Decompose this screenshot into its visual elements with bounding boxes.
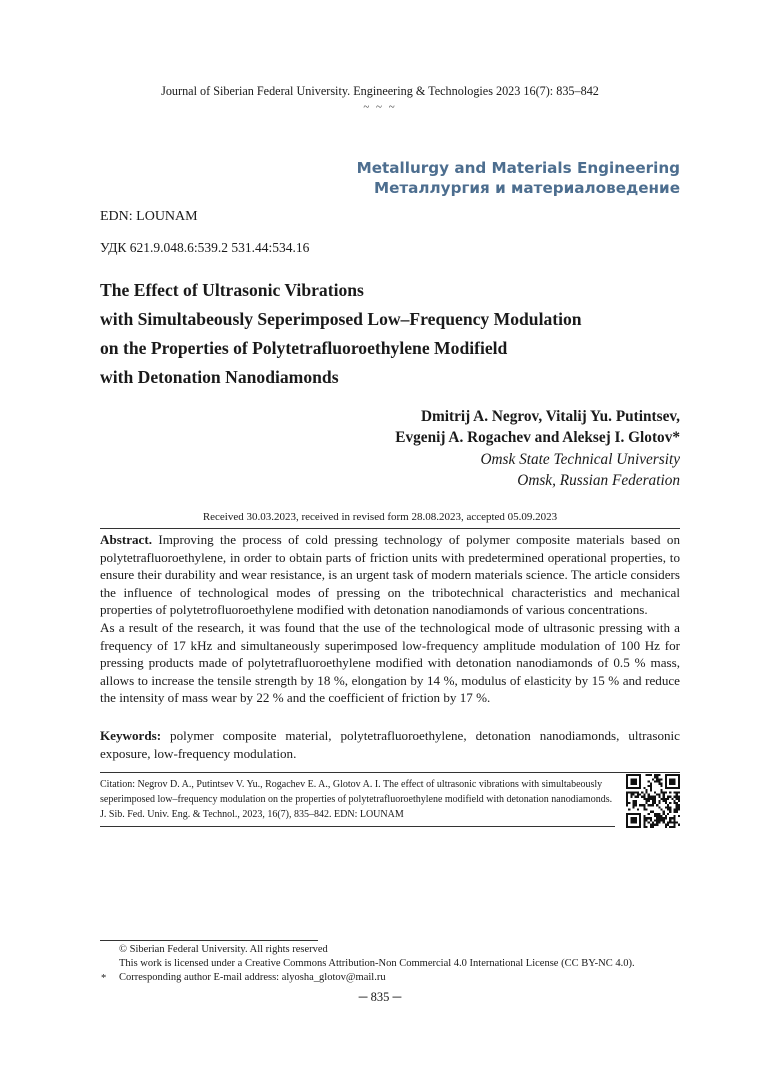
divider [100,826,615,827]
udk-code: УДК 621.9.048.6:539.2 531.44:534.16 [100,240,310,255]
keywords-label: Keywords: [100,728,162,743]
article-title [100,276,680,392]
title-line: with Detonation Nanodiamonds [100,367,339,387]
title-line: on the Properties of Polytetrafluoroethylene Modifield [100,338,508,358]
keywords [100,727,680,762]
section-heading [357,158,680,198]
keywords-text: polymer composite material, polytetrafluoroethylene, detonation nanodiamonds, ultrasonic exposure, low-frequency modulation. [100,728,680,761]
authors-line-2: Evgenij A. Rogachev and Aleksej I. Glotov* [395,429,680,446]
qr-code-icon [626,774,680,828]
footnote-license: This work is licensed under a Creative Commons Attribution-Non Commercial 4.0 International License (CC BY-NC 4.0). [119,958,635,969]
abstract [100,531,680,707]
affiliation [480,449,680,491]
section-title-ru: Металлургия и материаловедение [373,179,680,197]
received-dates: Received 30.03.2023, received in revised form 28.08.2023, accepted 05.09.2023 [202,511,558,523]
page-number: ─ 835 ─ [358,990,402,1004]
abstract-paragraph-2: As a result of the research, it was found that the use of the technological mode of ultrasonic pressing with a frequency of 17 kHz and simultaneously superimposed low-frequency amplitude modulation of 100 Hz for pressing products made of polytetrafluoroethylene modified with detonation nanodiamonds of 0.5 % mass, allows to increase the tensile strength by 18 %, elongation by 14 %, modulus of elasticity by 15 % and reduce the intensity of mass wear by 22 % and the coefficient of friction by 17 %. [100,619,680,706]
authors-line-1: Dmitrij A. Negrov, Vitalij Yu. Putintsev, [420,408,680,425]
header-ornament: ~ ~ ~ [363,101,397,113]
edn-code: EDN: LOUNAM [100,209,198,224]
abstract-label: Abstract. [100,532,152,547]
title-line: The Effect of Ultrasonic Vibrations [100,280,364,300]
title-line: with Simultabeously Seperimposed Low–Frequency Modulation [100,309,582,329]
abstract-text-1: Improving the process of cold pressing technology of polymer composite materials based on polytetrafluoroethylene, in order to obtain parts of friction units with predetermined operational properties, to ensure their durability and wear resistance, is an urgent task of modern materials science. The article considers the influence of technological modes of pressing on the tribotechnical characteristics and mechanical properties of polytetrofluoroethylene modified with detonation nanodiamonds of various concentrations. [100,532,680,618]
affiliation-university: Omsk State Technical University [480,451,680,468]
section-title-en: Metallurgy and Materials Engineering [356,159,680,177]
divider [100,528,680,529]
citation: Citation: Negrov D. A., Putintsev V. Yu., Rogachev E. A., Glotov A. I. The effect of ultrasonic vibrations with simultabeously seperimposed low–frequency modulation on the properties of polytetrafluoroethylene modifield with detonation nanodiamonds. J. Sib. Fed. Univ. Eng. & Technol., 2023, 16(7), 835–842. EDN: LOUNAM [100,779,613,820]
authors [395,406,680,448]
footnote-copyright: © Siberian Federal University. All rights reserved [119,944,328,955]
journal-header: Journal of Siberian Federal University. Engineering & Technologies 2023 16(7): 835–842 [161,84,599,98]
footnote-star: * [101,973,107,984]
abstract-paragraph-1 [100,531,680,619]
footnote-corresponding: Corresponding author E-mail address: alyosha_glotov@mail.ru [119,972,386,983]
divider [100,772,680,773]
affiliation-location: Omsk, Russian Federation [517,472,680,489]
footnote-divider [100,940,318,941]
